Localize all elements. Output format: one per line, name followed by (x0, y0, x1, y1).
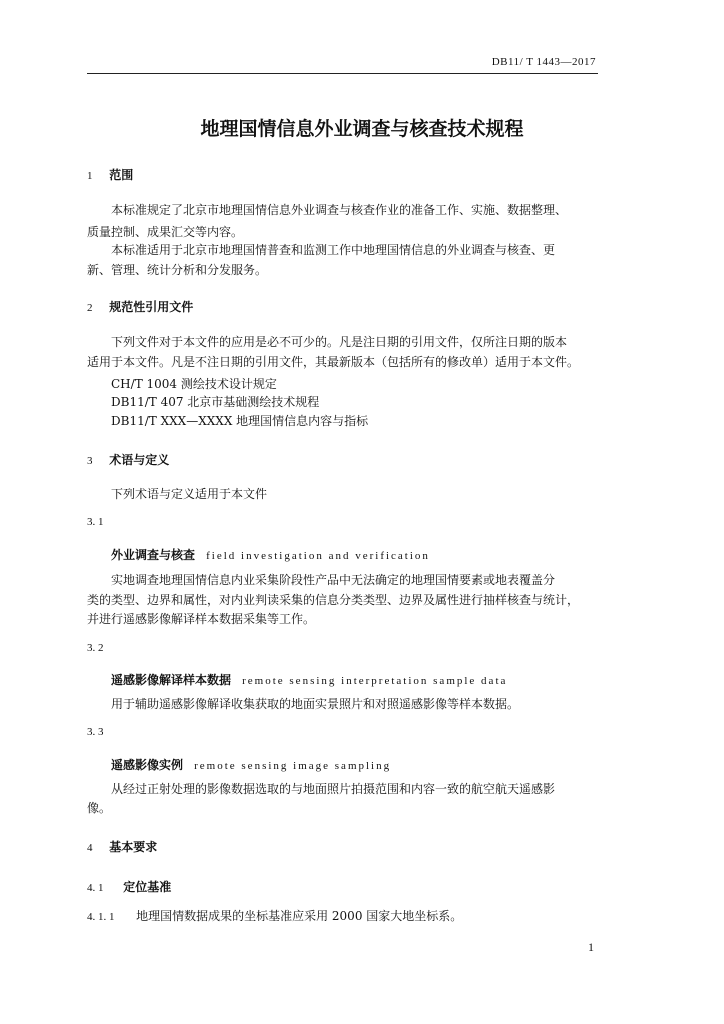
section-number: 3 (87, 455, 93, 467)
subsection-number: 3. 3 (87, 726, 104, 738)
term-chinese: 遥感影像实例 (111, 758, 184, 772)
term-chinese: 外业调查与核查 (111, 548, 196, 562)
term-chinese: 遥感影像解译样本数据 (111, 673, 232, 687)
section-4-heading (87, 838, 157, 855)
term-english: field investigation and verification (206, 550, 430, 562)
subsection-4-1-heading (87, 878, 171, 895)
term-3-1 (111, 544, 430, 563)
page-number: 1 (588, 940, 594, 954)
paragraph-line: 用于辅助遥感影像解译收集获取的地面实景照片和对照遥感影像等样本数据。 (111, 697, 520, 711)
paragraph-line: 本标准规定了北京市地理国情信息外业调查与核查作业的准备工作、实施、数据整理、 (111, 203, 568, 217)
section-2-heading (87, 298, 193, 315)
section-1-heading (87, 166, 133, 183)
paragraph-line: 新、管理、统计分析和分发服务。 (87, 263, 268, 277)
term-3-3 (111, 754, 391, 773)
document-title: 地理国情信息外业调查与核查技术规程 (200, 118, 524, 140)
reference-item: DB11/T 407 北京市基础测绘技术规程 (111, 395, 320, 409)
term-english: remote sensing image sampling (194, 760, 392, 772)
paragraph-line: 并进行遥感影像解译样本数据采集等工作。 (87, 612, 316, 626)
term-english: remote sensing interpretation sample data (242, 675, 508, 687)
subsection-number: 4. 1 (87, 882, 104, 894)
standard-code: DB11/ T 1443—2017 (491, 56, 596, 68)
paragraph-line: 从经过正射处理的影像数据选取的与地面照片拍摄范围和内容一致的航空航天遥感影 (111, 782, 556, 796)
section-3-heading (87, 451, 169, 468)
reference-item: CH/T 1004 测绘技术设计规定 (111, 377, 277, 391)
subsection-number: 3. 1 (87, 516, 104, 528)
subsection-title: 定位基准 (123, 880, 172, 894)
clause-text: 地理国情数据成果的坐标基准应采用 2000 国家大地坐标系。 (136, 909, 463, 923)
paragraph-line: 下列文件对于本文件的应用是必不可少的。凡是注日期的引用文件，仅所注日期的版本 (111, 335, 568, 349)
paragraph-line: 质量控制、成果汇交等内容。 (87, 225, 244, 239)
reference-item: DB11/T XXX—XXXX 地理国情信息内容与指标 (111, 414, 369, 428)
section-number: 4 (87, 842, 93, 854)
section-title: 规范性引用文件 (109, 300, 194, 314)
paragraph-line: 适用于本文件。凡是不注日期的引用文件，其最新版本（包括所有的修改单）适用于本文件。 (87, 355, 580, 369)
section-title: 范围 (109, 168, 134, 182)
section-title: 基本要求 (109, 840, 158, 854)
paragraph-line: 本标准适用于北京市地理国情普查和监测工作中地理国情信息的外业调查与核查、更 (111, 243, 556, 257)
paragraph-line: 类的类型、边界和属性，对内业判读采集的信息分类类型、边界及属性进行抽样核查与统计， (87, 593, 580, 607)
section-number: 2 (87, 302, 93, 314)
paragraph-line: 像。 (87, 801, 112, 815)
section-title: 术语与定义 (109, 453, 170, 467)
section-number: 1 (87, 170, 93, 182)
clause-number: 4. 1. 1 (87, 911, 115, 923)
term-3-2 (111, 669, 507, 688)
paragraph-line: 下列术语与定义适用于本文件 (111, 487, 268, 501)
header-rule (87, 73, 598, 74)
clause-4-1-1 (87, 905, 462, 927)
paragraph-line: 实地调查地理国情信息内业采集阶段性产品中无法确定的地理国情要素或地表覆盖分 (111, 573, 556, 587)
subsection-number: 3. 2 (87, 642, 104, 654)
